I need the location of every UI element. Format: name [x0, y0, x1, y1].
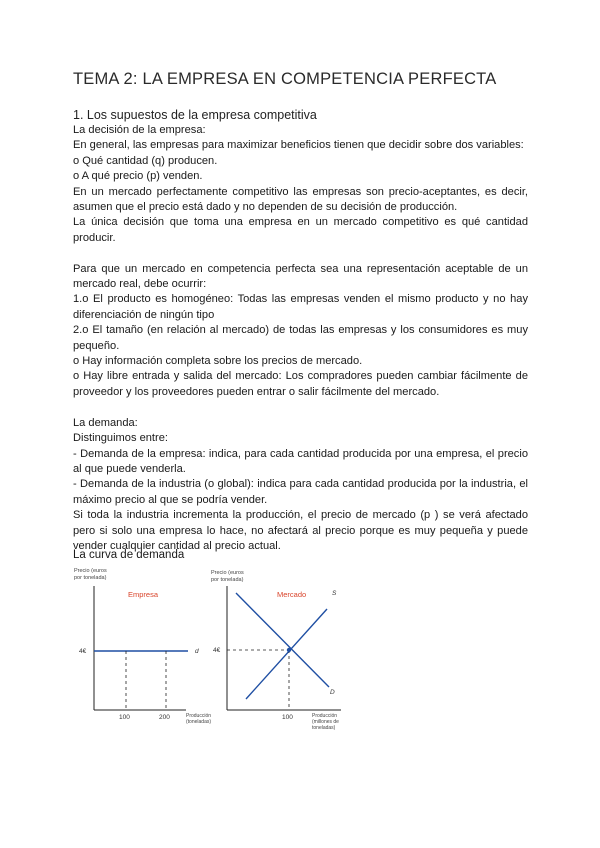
curve-label-d: d [195, 648, 199, 655]
text-line: producir. [73, 231, 116, 244]
text-line: La única decisión que toma una empresa en un mercado competitivo es qué cantidad [73, 216, 528, 229]
y-axis-label: por tonelada) [74, 575, 107, 581]
text-line: o Qué cantidad (q) producen. [73, 154, 218, 167]
panel-label: Empresa [128, 590, 159, 599]
panel-label: Mercado [277, 590, 307, 599]
text-line: o Hay libre entrada y salida del mercado: Los compradores pueden cambiar fácilmente de [73, 370, 528, 383]
text-line: - Demanda de la industria (o global): indica para cada cantidad producida por la industria, el [73, 478, 528, 491]
firm-demand-chart [68, 562, 218, 740]
price-tick-label: 4€ [79, 648, 87, 655]
paragraph-block-1 [73, 123, 528, 554]
supply-label: S [332, 590, 337, 597]
x-tick-label: 100 [119, 714, 130, 721]
x-axis-label: Producción [312, 713, 338, 719]
text-line: máximo precio al que se podría vender. [73, 493, 268, 506]
text-line: 2.o El tamaño (en relación al mercado) de todas las empresas y los consumidores es muy [73, 324, 528, 337]
text-line: pero si solo una empresa lo hace, no afectará al precio porque es muy pequeña y puede [73, 524, 528, 537]
text-line: al que puede venderla. [73, 462, 186, 475]
text-line: pequeño. [73, 339, 120, 352]
text-line: Distinguimos entre: [73, 432, 168, 445]
y-axis-label: Precio (euros [74, 568, 107, 574]
y-axis-label: Precio (euros [211, 570, 244, 576]
demand-curve [236, 593, 329, 687]
x-axis-label: Producción [186, 713, 212, 719]
x-axis-label: toneladas) [312, 725, 336, 731]
x-tick-label: 200 [159, 714, 170, 721]
page-title: TEMA 2: LA EMPRESA EN COMPETENCIA PERFECTA [73, 70, 497, 88]
equilibrium-point [287, 648, 291, 652]
text-line: mercado real, debe ocurrir: [73, 278, 207, 291]
text-line: La demanda: [73, 416, 138, 429]
text-line: En un mercado perfectamente competitivo las empresas son precio-aceptantes, es decir, [73, 185, 528, 198]
text-line: o Hay información completa sobre los precios de mercado. [73, 355, 363, 368]
text-line: proveedor y los proveedores pueden entrar o salir fácilmente del mercado. [73, 385, 440, 398]
curve-title: La curva de demanda [73, 549, 185, 561]
text-line: Para que un mercado en competencia perfecta sea una representación aceptable de un [73, 262, 528, 275]
y-axis-label: por tonelada) [211, 577, 244, 583]
market-chart [205, 562, 365, 740]
section-title: 1. Los supuestos de la empresa competitiva [73, 108, 317, 122]
text-line: asumen que el precio está dado y no dependen de su decisión de producción. [73, 201, 458, 214]
text-line: 1.o El producto es homogéneo: Todas las empresas venden el mismo producto y no hay [73, 293, 528, 306]
x-axis-label: (millones de [312, 719, 339, 725]
text-line: En general, las empresas para maximizar beneficios tienen que decidir sobre dos variables: [73, 139, 524, 152]
text-line: o A qué precio (p) venden. [73, 170, 203, 183]
text-line: vender cualquier cantidad al precio actual. [73, 539, 281, 552]
demand-label: D [330, 689, 335, 696]
text-line: La decisión de la empresa: [73, 124, 206, 136]
text-line: Si toda la industria incrementa la producción, el precio de mercado (p ) se verá afectado [73, 509, 528, 522]
x-axis-label: (toneladas) [186, 719, 212, 725]
price-tick-label: 4€ [213, 647, 221, 654]
x-tick-label: 100 [282, 714, 293, 721]
text-line: diferenciación de ningún tipo [73, 308, 215, 321]
text-line: - Demanda de la empresa: indica, para cada cantidad producida por una empresa, el precio [73, 447, 528, 460]
supply-curve [246, 609, 327, 699]
